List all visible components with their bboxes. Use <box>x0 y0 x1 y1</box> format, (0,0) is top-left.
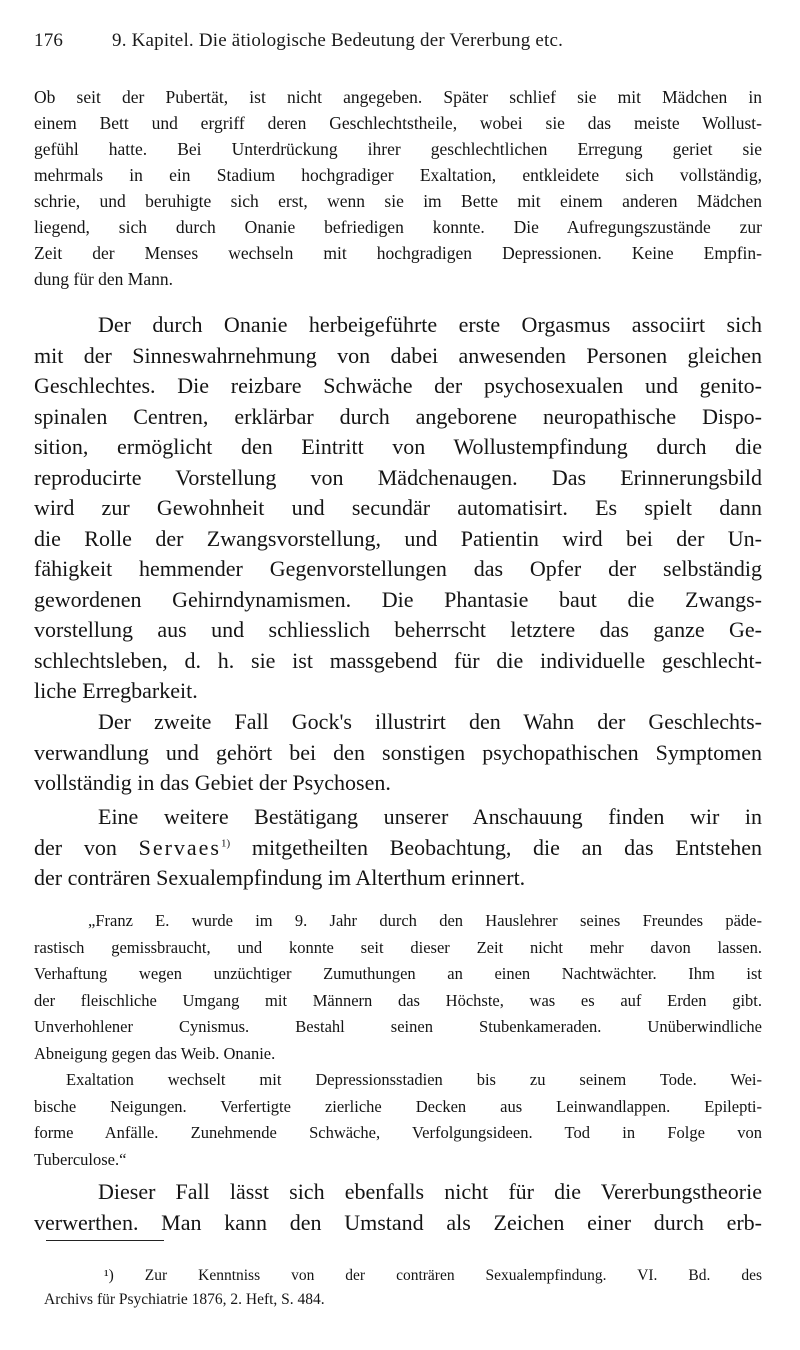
text-line: bische Neigungen. Verfertigte zierliche Decken aus Leinwandlappen. Epilepti- <box>34 1096 762 1116</box>
text-line: spinalen Centren, erklärbar durch angeborene neuropathische Dispo- <box>34 403 762 429</box>
text-line: verwerthen. Man kann den Umstand als Zeichen einer durch erb- <box>34 1209 762 1235</box>
text-line: sition, ermöglicht den Eintritt von Wollustempfindung durch die <box>34 434 762 459</box>
text-line: gefühl hatte. Bei Unterdrückung ihrer geschlechtlichen Erregung geriet sie <box>34 139 762 159</box>
body-paragraph <box>34 310 762 707</box>
text-line: mit der Sinneswahrnehmung von dabei anwesenden Personen gleichen <box>34 342 762 368</box>
text-line: fähigkeit hemmender Gegenvorstellungen das Opfer der selbständig <box>34 556 762 581</box>
author-name: Servaes <box>138 834 221 860</box>
footnote-rule <box>46 1240 164 1241</box>
text-line: Exaltation wechselt mit Depressionsstadien bis zu seinem Tode. Wei- <box>66 1070 762 1089</box>
footnote-reference: 1) <box>221 837 231 850</box>
running-title: 9. Kapitel. Die ätiologische Bedeutung der Vererbung etc. <box>112 30 564 51</box>
text-line: ¹) Zur Kenntniss von der conträren Sexualempfindung. VI. Bd. des <box>104 1267 762 1284</box>
footnote <box>34 1264 762 1312</box>
text-line: dung für den Mann. <box>34 269 174 289</box>
page-number: 176 <box>34 30 64 51</box>
text-line: Der durch Onanie herbeigeführte erste Orgasmus associirt sich <box>98 312 762 337</box>
text-line: vollständig in das Gebiet der Psychosen. <box>34 770 391 795</box>
text-line: der fleischliche Umgang mit Männern das Höchste, was es auf Erden gibt. <box>34 990 762 1010</box>
case-paragraph <box>34 84 762 292</box>
text-line: vorstellung aus und schliesslich beherrscht letztere das ganze Ge- <box>34 617 762 642</box>
text-line: „Franz E. wurde im 9. Jahr durch den Hauslehrer seines Freundes päde- <box>88 911 762 930</box>
text-line: liegend, sich durch Onanie befriedigen konnte. Die Aufregungszustände zur <box>34 217 762 237</box>
text-line: Der zweite Fall Gock's illustrirt den Wahn der Geschlechts- <box>98 709 762 734</box>
text-line: Eine weitere Bestätigang unserer Anschauung finden wir in <box>98 804 762 829</box>
text-line: die Rolle der Zwangsvorstellung, und Patientin wird bei der Un- <box>34 525 762 551</box>
text-line: Tuberculose.“ <box>34 1149 127 1169</box>
text-line: gewordenen Gehirndynamismen. Die Phantasie baut die Zwangs- <box>34 586 762 612</box>
text-line: verwandlung und gehört bei den sonstigen psychopathischen Symptomen <box>34 739 762 765</box>
text-line: Zeit der Menses wechseln mit hochgradigen Depressionen. Keine Empfin- <box>34 243 762 263</box>
text-line: Verhaftung wegen unzüchtiger Zumuthungen an einen Nachtwächter. Ihm ist <box>34 964 762 983</box>
text-line: schlechtsleben, d. h. sie ist massgebend für die individuelle geschlecht- <box>34 647 762 673</box>
text-line: mehrmals in ein Stadium hochgradiger Exaltation, entkleidete sich vollständig, <box>34 165 762 185</box>
text-line: Abneigung gegen das Weib. Onanie. <box>34 1043 276 1063</box>
text-line: der conträren Sexualempfindung im Alterthum erinnert. <box>34 865 526 890</box>
body-paragraph <box>34 707 762 799</box>
text-line: reproducirte Vorstellung von Mädchenaugen. Das Erinnerungsbild <box>34 464 762 490</box>
running-header <box>34 30 734 52</box>
text-line: liche Erregbarkeit. <box>34 678 198 703</box>
text-line: schrie, und beruhigte sich erst, wenn sie im Bette mit einem anderen Mädchen <box>34 191 762 211</box>
body-paragraph <box>34 1177 762 1238</box>
body-paragraph <box>34 802 762 894</box>
text-line <box>34 833 762 864</box>
text-line: wird zur Gewohnheit und secundär automatisirt. Es spielt dann <box>34 495 762 520</box>
text-line: forme Anfälle. Zunehmende Schwäche, Verfolgungsideen. Tod in Folge von <box>34 1123 762 1142</box>
text-fragment: mitgetheilten Beobachtung, die an das Entstehen <box>230 834 762 860</box>
text-line: Geschlechtes. Die reizbare Schwäche der psychosexualen und genito- <box>34 373 762 398</box>
text-line: Ob seit der Pubertät, ist nicht angegeben. Später schlief sie mit Mädchen in <box>34 87 762 107</box>
text-line: Dieser Fall lässt sich ebenfalls nicht für die Vererbungstheorie <box>98 1179 762 1204</box>
text-line: rastisch gemissbraucht, und konnte seit dieser Zeit nicht mehr davon lassen. <box>34 937 762 957</box>
text-line: einem Bett und ergriff deren Geschlechtstheile, wobei sie das meiste Wollust- <box>34 113 762 133</box>
text-line: Unverhohlener Cynismus. Bestahl seinen Stubenkameraden. Unüberwindliche <box>34 1017 762 1036</box>
case-quote <box>34 908 762 1173</box>
text-line: Archivs für Psychiatrie 1876, 2. Heft, S. 484. <box>44 1291 325 1308</box>
text-fragment: der von <box>34 834 139 860</box>
